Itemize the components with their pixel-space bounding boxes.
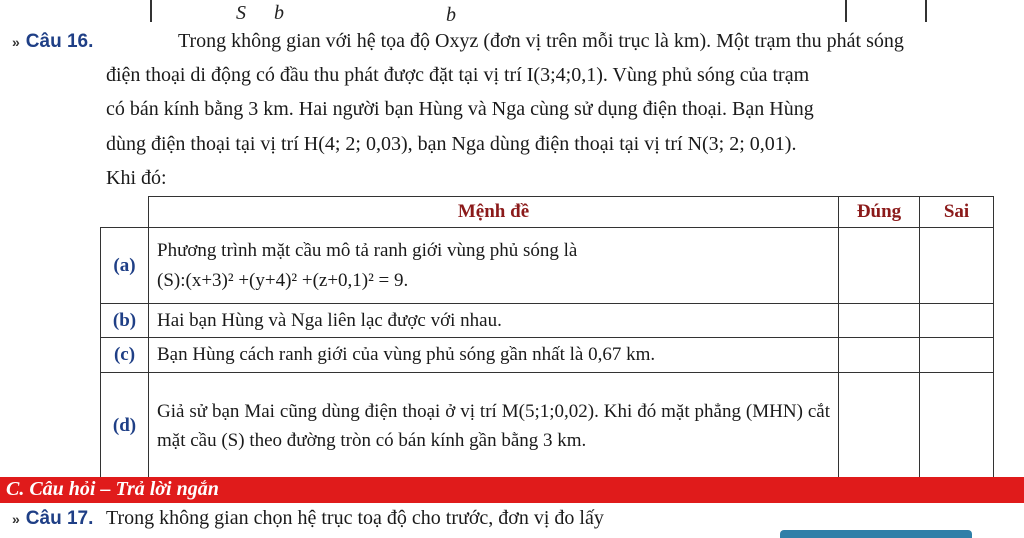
divider-line [845, 0, 847, 22]
false-answer-cell[interactable] [920, 304, 994, 338]
row-statement [149, 228, 839, 304]
false-answer-cell[interactable] [920, 338, 994, 372]
true-answer-cell[interactable] [839, 228, 920, 304]
question-16-label: » Câu 16. [12, 31, 94, 52]
row-statement: Bạn Hùng cách ranh giới của vùng phủ sóng gần nhất là 0,67 km. [149, 338, 839, 372]
table-row [101, 338, 994, 372]
fragment-b: b [274, 2, 284, 24]
propositions-table [100, 196, 994, 481]
section-title: C. Câu hỏi – Trả lời ngắn [6, 478, 219, 500]
question-16-line: dùng điện thoại tại vị trí H(4; 2; 0,03), bạn Nga dùng điện thoại tại vị trí N(3; 2; 0,01). [106, 133, 797, 155]
row-label: (d) [101, 372, 149, 480]
header-blank [101, 197, 149, 228]
question-16-line: Trong không gian với hệ tọa độ Oxyz (đơn vị trên mỗi trục là km). Một trạm thu phát sóng [178, 30, 904, 52]
false-answer-cell[interactable] [920, 372, 994, 480]
row-label: (a) [101, 228, 149, 304]
row-statement: Giả sử bạn Mai cũng dùng điện thoại ở vị trí M(5;1;0,02). Khi đó mặt phẳng (MHN) cắt mặt cầu (S) theo đường tròn có bán kính gần bằng 3 km. [149, 372, 839, 480]
divider-line [925, 0, 927, 22]
true-answer-cell[interactable] [839, 372, 920, 480]
header-false: Sai [920, 197, 994, 228]
fragment-s: S [236, 2, 246, 24]
row-label: (c) [101, 338, 149, 372]
table-row [101, 304, 994, 338]
true-answer-cell[interactable] [839, 338, 920, 372]
header-statement: Mệnh đề [149, 197, 839, 228]
statement-text: Phương trình mặt cầu mô tả ranh giới vùng phủ sóng là [157, 240, 578, 262]
question-17-label: » Câu 17. [12, 508, 94, 529]
question-marker: » [12, 511, 20, 527]
table-row [101, 372, 994, 480]
partial-button[interactable] [780, 530, 972, 538]
table-row [101, 228, 994, 304]
false-answer-cell[interactable] [920, 228, 994, 304]
row-label: (b) [101, 304, 149, 338]
fragment-b: b [446, 4, 456, 26]
previous-question-fragment [0, 0, 1024, 26]
question-16-line: điện thoại di động có đầu thu phát được đặt tại vị trí I(3;4;0,1). Vùng phủ sóng của trạm [106, 64, 810, 86]
table-header-row [101, 197, 994, 228]
row-statement: Hai bạn Hùng và Nga liên lạc được với nhau. [149, 304, 839, 338]
section-header-bar [0, 477, 1024, 503]
question-16-line: có bán kính bằng 3 km. Hai người bạn Hùng và Nga cùng sử dụng điện thoại. Bạn Hùng [106, 98, 814, 120]
divider-line [150, 0, 152, 22]
header-true: Đúng [839, 197, 920, 228]
question-17-line: Trong không gian chọn hệ trục toạ độ cho trước, đơn vị đo lấy [106, 507, 604, 529]
question-marker: » [12, 34, 20, 50]
sphere-equation: (S):(x+3)² +(y+4)² +(z+0,1)² = 9. [157, 269, 409, 291]
question-16-line: Khi đó: [106, 167, 167, 189]
true-answer-cell[interactable] [839, 304, 920, 338]
